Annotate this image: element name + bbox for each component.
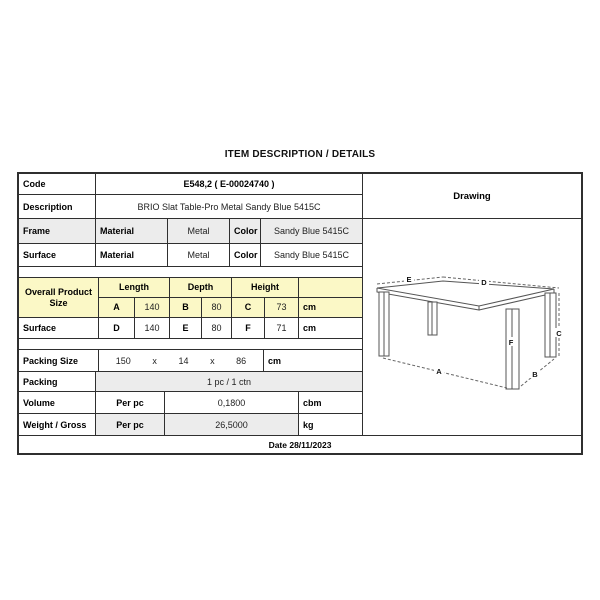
dim-d-value: 140: [135, 318, 170, 338]
dim-label-c: C: [556, 329, 562, 338]
packing-size-x2: x: [210, 355, 215, 366]
surface-material-value: Metal: [168, 244, 230, 266]
spacer-row: [19, 339, 362, 350]
spec-table-left: [19, 174, 363, 435]
volume-unit: cbm: [303, 397, 322, 408]
volume-label: Volume: [19, 392, 96, 413]
surface-material-label: Material: [96, 244, 168, 266]
tabletop-face: [377, 281, 554, 306]
weight-label: Weight / Gross: [19, 414, 96, 435]
page-title: ITEM DESCRIPTION / DETAILS: [224, 149, 376, 160]
dim-c-value: 73: [265, 298, 299, 317]
packing-label: Packing: [19, 372, 96, 391]
surface-size-row: [19, 318, 362, 339]
dim-f-key: F: [232, 318, 265, 338]
drawing-column: [363, 174, 581, 435]
drawing-header: Drawing: [363, 174, 581, 219]
table-legs: [379, 292, 556, 389]
date-row: [19, 435, 581, 453]
height-header: Height: [232, 278, 299, 297]
depth-header: Depth: [170, 278, 232, 297]
frame-row: [19, 219, 362, 244]
overall-size-value-row: [99, 298, 362, 317]
surface-row: [19, 244, 362, 267]
volume-row: [19, 392, 362, 414]
description-label: Description: [19, 195, 96, 218]
dim-label-a: A: [436, 367, 442, 376]
dim-f-value: 71: [265, 318, 299, 338]
length-header: Length: [99, 278, 170, 297]
description-row: [19, 195, 362, 219]
overall-size-unit: cm: [299, 298, 362, 317]
dim-e-key: E: [170, 318, 202, 338]
frame-color-label: Color: [230, 219, 261, 243]
surface-size-label: Surface: [19, 318, 99, 338]
dim-d-key: D: [99, 318, 135, 338]
volume-per-pc: Per pc: [96, 392, 165, 413]
dim-c-key: C: [232, 298, 265, 317]
dim-b-value: 80: [202, 298, 232, 317]
surface-size-unit: cm: [303, 323, 317, 333]
weight-unit: kg: [303, 419, 314, 430]
dim-b-key: B: [170, 298, 202, 317]
overall-size-label: Overall Product Size: [19, 278, 99, 317]
code-value: E548,2 ( E-00024740 ): [183, 179, 275, 189]
volume-value: 0,1800: [165, 392, 299, 413]
packing-size-v1: 150: [115, 355, 131, 366]
dim-a-key: A: [99, 298, 135, 317]
spacer-row: [19, 267, 362, 278]
frame-material-label: Material: [96, 219, 168, 243]
description-value: BRIO Slat Table-Pro Metal Sandy Blue 5415C: [137, 201, 321, 212]
table-drawing: [363, 219, 584, 433]
packing-size-v3: 86: [236, 355, 247, 366]
overall-size-header-row: [99, 278, 362, 298]
frame-material-value: Metal: [168, 219, 230, 243]
surface-color-label: Color: [230, 244, 261, 266]
frame-color-value: Sandy Blue 5415C: [261, 219, 362, 243]
packing-size-row: [19, 350, 362, 372]
dim-label-e: E: [406, 275, 412, 284]
packing-row: [19, 372, 362, 392]
packing-size-v2: 14: [178, 355, 189, 366]
packing-size-unit: cm: [268, 355, 282, 366]
dim-label-f: F: [508, 338, 514, 347]
weight-per-pc: Per pc: [96, 414, 165, 435]
overall-size-block: [19, 278, 362, 318]
frame-label: Frame: [19, 219, 96, 243]
packing-size-x1: x: [152, 355, 157, 366]
surface-label: Surface: [19, 244, 96, 266]
weight-row: [19, 414, 362, 435]
surface-color-value: Sandy Blue 5415C: [273, 250, 350, 260]
packing-size-values: [99, 350, 264, 371]
code-label: Code: [19, 174, 96, 194]
overall-size-empty-cell: [299, 278, 362, 297]
dim-label-b: B: [532, 370, 538, 379]
weight-value: 26,5000: [165, 414, 299, 435]
packing-value: 1 pc / 1 ctn: [96, 372, 362, 391]
drawing-area: [363, 219, 581, 435]
date-value: Date 28/11/2023: [268, 439, 332, 450]
packing-size-label: Packing Size: [19, 350, 99, 371]
code-row: [19, 174, 362, 195]
spec-table: [17, 172, 583, 455]
dim-e-value: 80: [202, 318, 232, 338]
dim-a-value: 140: [135, 298, 170, 317]
dim-label-d: D: [481, 278, 487, 287]
